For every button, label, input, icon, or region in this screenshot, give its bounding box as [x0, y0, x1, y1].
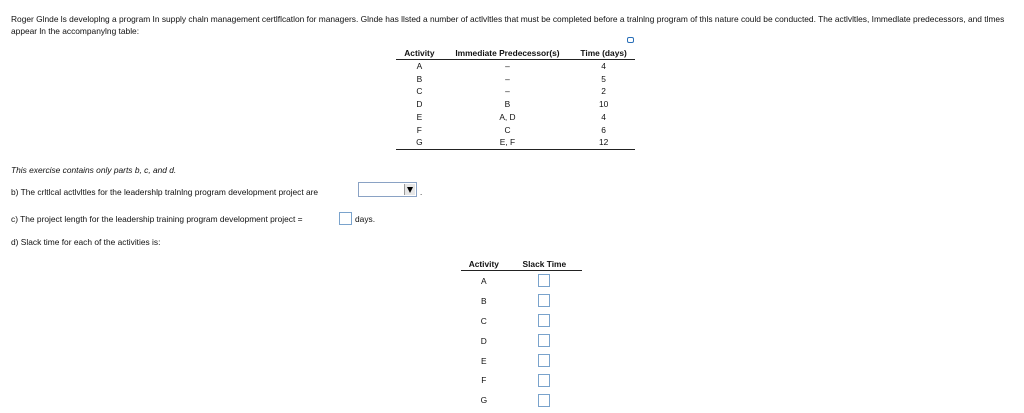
activity-cell: C: [480, 315, 487, 326]
copy-icon[interactable]: [627, 37, 634, 43]
project-length-input[interactable]: [339, 212, 352, 225]
problem-statement: Roger Glnde ls developlng a program In supply chaln management certlflcatlon for managers. Glnde has llsted a number of actlvltles that must be completed before a tralnlng program of thls nature could be conducted. The actlvltles, Immedlate predecessors, and tlmes appear ln the accompanylng table:: [11, 14, 1005, 36]
exercise-note: This exercise contains only parts b, c, and d.: [11, 165, 177, 175]
slack-input-a[interactable]: [538, 274, 550, 287]
part-c-question: c) The project length for the leadership training program development project =: [11, 214, 303, 224]
table-row: [461, 311, 582, 331]
table-row: [461, 271, 582, 291]
time-cell: 6: [601, 124, 606, 135]
column-header-activity: Activity: [396, 46, 443, 60]
predecessor-cell: B: [504, 99, 511, 110]
activity-table: [396, 46, 635, 150]
activity-cell: A: [416, 61, 423, 71]
activity-cell: B: [481, 295, 487, 306]
table-row: [461, 331, 582, 351]
activity-cell: A: [481, 275, 487, 286]
activity-cell: F: [481, 375, 487, 386]
column-header-predecessors: Immediate Predecessor(s): [443, 46, 572, 60]
slack-input-d[interactable]: [538, 334, 550, 347]
slack-input-g[interactable]: [538, 394, 550, 407]
activity-cell: E: [481, 355, 487, 366]
project-length-unit: days.: [355, 214, 376, 224]
critical-activities-select[interactable]: [358, 182, 417, 197]
predecessor-cell: E, F: [443, 136, 572, 149]
activity-cell: E: [416, 111, 423, 122]
predecessor-cell: C: [504, 124, 511, 135]
column-header-activity: Activity: [461, 258, 507, 271]
activity-cell: C: [416, 86, 423, 97]
activity-cell: D: [416, 99, 423, 110]
column-header-time: Time (days): [572, 46, 635, 60]
column-header-slack-time: Slack Time: [507, 258, 582, 271]
table-row: [461, 370, 582, 390]
activity-cell: D: [480, 335, 487, 346]
predecessor-cell: –: [505, 61, 510, 71]
chevron-down-icon[interactable]: [404, 184, 415, 195]
slack-table: [461, 258, 582, 410]
table-row: [396, 98, 635, 111]
time-cell: 2: [601, 86, 606, 97]
predecessor-cell: –: [505, 73, 510, 84]
activity-cell: G: [480, 395, 488, 406]
time-cell: 10: [598, 99, 609, 110]
table-row: [396, 136, 635, 149]
table-row: [461, 351, 582, 371]
table-row: [396, 60, 635, 73]
time-cell: 4: [601, 61, 606, 71]
table-row: [461, 390, 582, 410]
part-b-period: .: [420, 188, 423, 197]
time-cell: 12: [572, 136, 635, 149]
table-row: [396, 73, 635, 86]
activity-cell: B: [416, 73, 423, 84]
table-row: [461, 291, 582, 311]
activity-cell: F: [416, 124, 422, 135]
table-row: [396, 111, 635, 124]
part-d-question: d) Slack time for each of the activities is:: [11, 237, 161, 247]
predecessor-cell: –: [505, 86, 510, 97]
table-row: [396, 124, 635, 137]
time-cell: 5: [601, 73, 606, 84]
predecessor-cell: A, D: [499, 111, 516, 122]
slack-input-e[interactable]: [538, 354, 550, 367]
slack-input-c[interactable]: [538, 314, 550, 327]
activity-cell: G: [396, 136, 443, 149]
slack-input-f[interactable]: [538, 374, 550, 387]
slack-input-b[interactable]: [538, 294, 550, 307]
time-cell: 4: [601, 111, 606, 122]
part-b-question: b) The crltlcal actlvltles for the leadershlp tralnlng program development project are: [11, 187, 319, 197]
table-row: [396, 85, 635, 98]
